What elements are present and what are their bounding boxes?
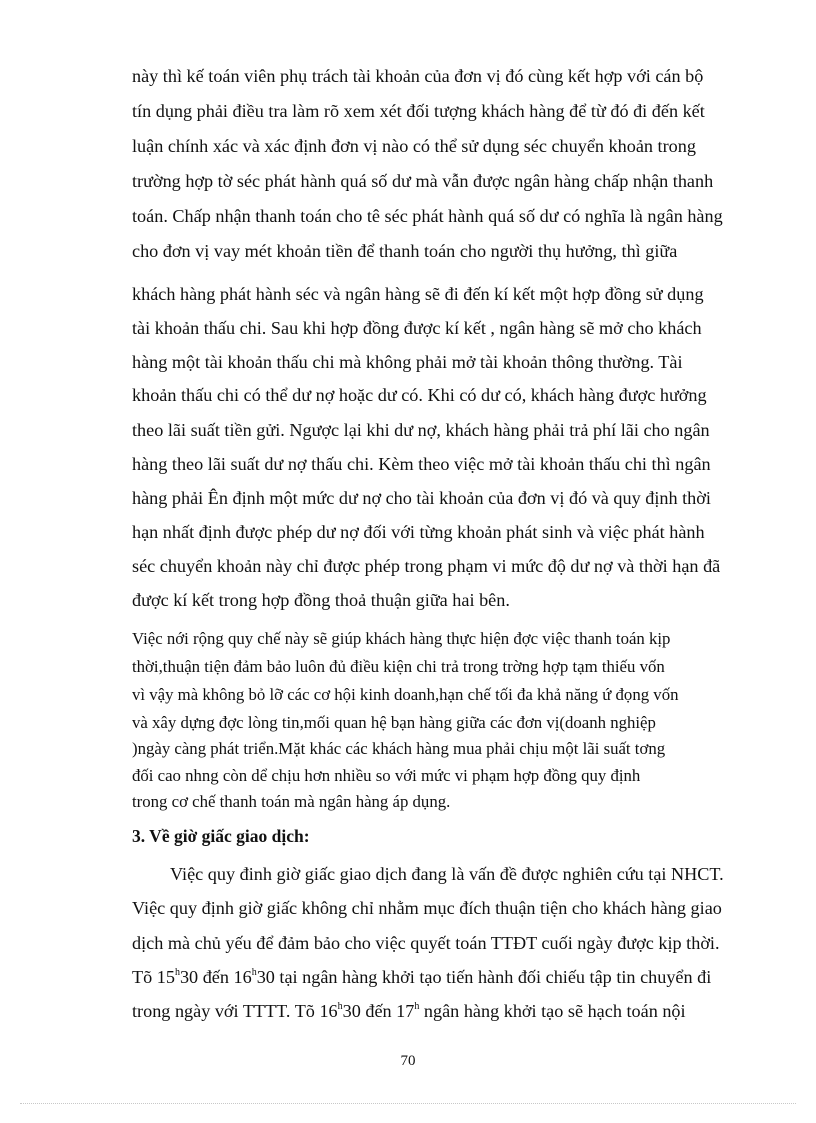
paragraph-line: hàng phải Ên định một mức dư nợ cho tài khoản của đơn vị đó và quy định thời xyxy=(132,488,711,508)
paragraph-line: séc chuyển khoản này chỉ được phép trong phạm vi mức độ dư nợ và thời hạn đã xyxy=(132,556,721,576)
paragraph-line: Việc quy đinh giờ giấc giao dịch đang là vấn đề được nghiên cứu tại NHCT. xyxy=(170,864,724,884)
paragraph-line: tài khoản thấu chi. Sau khi hợp đồng được kí kết , ngân hàng sẽ mở cho khách xyxy=(132,318,702,338)
paragraph-line: theo lãi suất tiền gửi. Ngược lại khi dư nợ, khách hàng phải trả phí lãi cho ngân xyxy=(132,420,710,440)
paragraph-line: và xây dựng đợc lòng tin,mối quan hệ bạn hàng giữa các đơn vị(doanh nghiệp xyxy=(132,713,656,732)
paragraph-line: tín dụng phải điều tra làm rõ xem xét đối tượng khách hàng để từ đó đi đến kết xyxy=(132,101,705,121)
paragraph-line: dịch mà chủ yếu để đảm bảo cho việc quyết toán TTĐT cuối ngày được kịp thời. xyxy=(132,933,720,953)
paragraph-line: hàng một tài khoản thấu chi mà không phải mở tài khoản thông thường. Tài xyxy=(132,352,683,372)
paragraph-line: cho đơn vị vay mét khoản tiền để thanh toán cho người thụ hưởng, thì giữa xyxy=(132,241,678,261)
paragraph-line: thời,thuận tiện đảm bảo luôn đủ điều kiện chi trả trong trờng hợp tạm thiếu vốn xyxy=(132,657,665,676)
text-fragment: 30 tại ngân hàng khởi tạo tiến hành đối chiếu tập tin chuyển đi xyxy=(256,967,712,987)
superscript: h xyxy=(337,1001,343,1012)
paragraph-line: hạn nhất định được phép dư nợ đối với từng khoản phát sinh và việc phát hành xyxy=(132,522,705,542)
paragraph-line: toán. Chấp nhận thanh toán cho tê séc phát hành quá số dư có nghĩa là ngân hàng xyxy=(132,206,723,226)
paragraph-line: khách hàng phát hành séc và ngân hàng sẽ đi đến kí kết một hợp đồng sử dụng xyxy=(132,284,704,304)
superscript: h xyxy=(174,967,180,978)
paragraph-line xyxy=(132,967,711,988)
paragraph-line xyxy=(132,1001,686,1022)
paragraph-line: hàng theo lãi suất dư nợ thấu chi. Kèm theo việc mở tài khoản thấu chi thì ngân xyxy=(132,454,711,474)
text-fragment: 30 đến 16 xyxy=(179,967,252,987)
paragraph-line: được kí kết trong hợp đồng thoả thuận giữa hai bên. xyxy=(132,590,510,610)
text-fragment: 30 đến 17 xyxy=(342,1001,415,1021)
paragraph-line: luận chính xác và xác định đơn vị nào có thể sử dụng séc chuyển khoản trong xyxy=(132,136,696,156)
paragraph-line: )ngày càng phát triển.Mặt khác các khách hàng mua phải chịu một lãi suất tơng xyxy=(132,739,666,758)
text-fragment: Tõ 16 xyxy=(294,1001,338,1021)
superscript: h xyxy=(251,967,257,978)
paragraph-line: Việc nới rộng quy chế này sẽ giúp khách hàng thực hiện đợc việc thanh toán kịp xyxy=(132,629,671,648)
paragraph-line: trường hợp tờ séc phát hành quá số dư mà vẫn được ngân hàng chấp nhận thanh xyxy=(132,171,714,191)
text-fragment: Tõ 15 xyxy=(132,967,175,987)
paragraph-line: Việc quy định giờ giấc không chỉ nhằm mục đích thuận tiện cho khách hàng giao xyxy=(132,898,722,918)
superscript: h xyxy=(414,1001,420,1012)
page-number: 70 xyxy=(400,1053,416,1069)
text-fragment: trong ngày với TTTT. xyxy=(132,1001,291,1021)
paragraph-line: này thì kế toán viên phụ trách tài khoản của đơn vị đó cùng kết hợp với cán bộ xyxy=(132,66,704,86)
paragraph-line: khoản thấu chi có thể dư nợ hoặc dư có. Khi có dư có, khách hàng được hưởng xyxy=(132,385,707,405)
section-heading: 3. Về giờ giấc giao dịch: xyxy=(132,826,310,846)
paragraph-line: trong cơ chế thanh toán mà ngân hàng áp dụng. xyxy=(132,792,451,811)
text-fragment: ngân hàng khởi tạo sẽ hạch toán nội xyxy=(419,1001,686,1021)
paragraph-line: vì vậy mà không bỏ lỡ các cơ hội kinh doanh,hạn chế tối đa khả năng ứ đọng vốn xyxy=(132,685,679,704)
paragraph-line: đối cao nhng còn dể chịu hơn nhiều so với mức vi phạm hợp đồng quy định xyxy=(132,766,641,785)
page-bottom-divider xyxy=(20,1103,796,1104)
